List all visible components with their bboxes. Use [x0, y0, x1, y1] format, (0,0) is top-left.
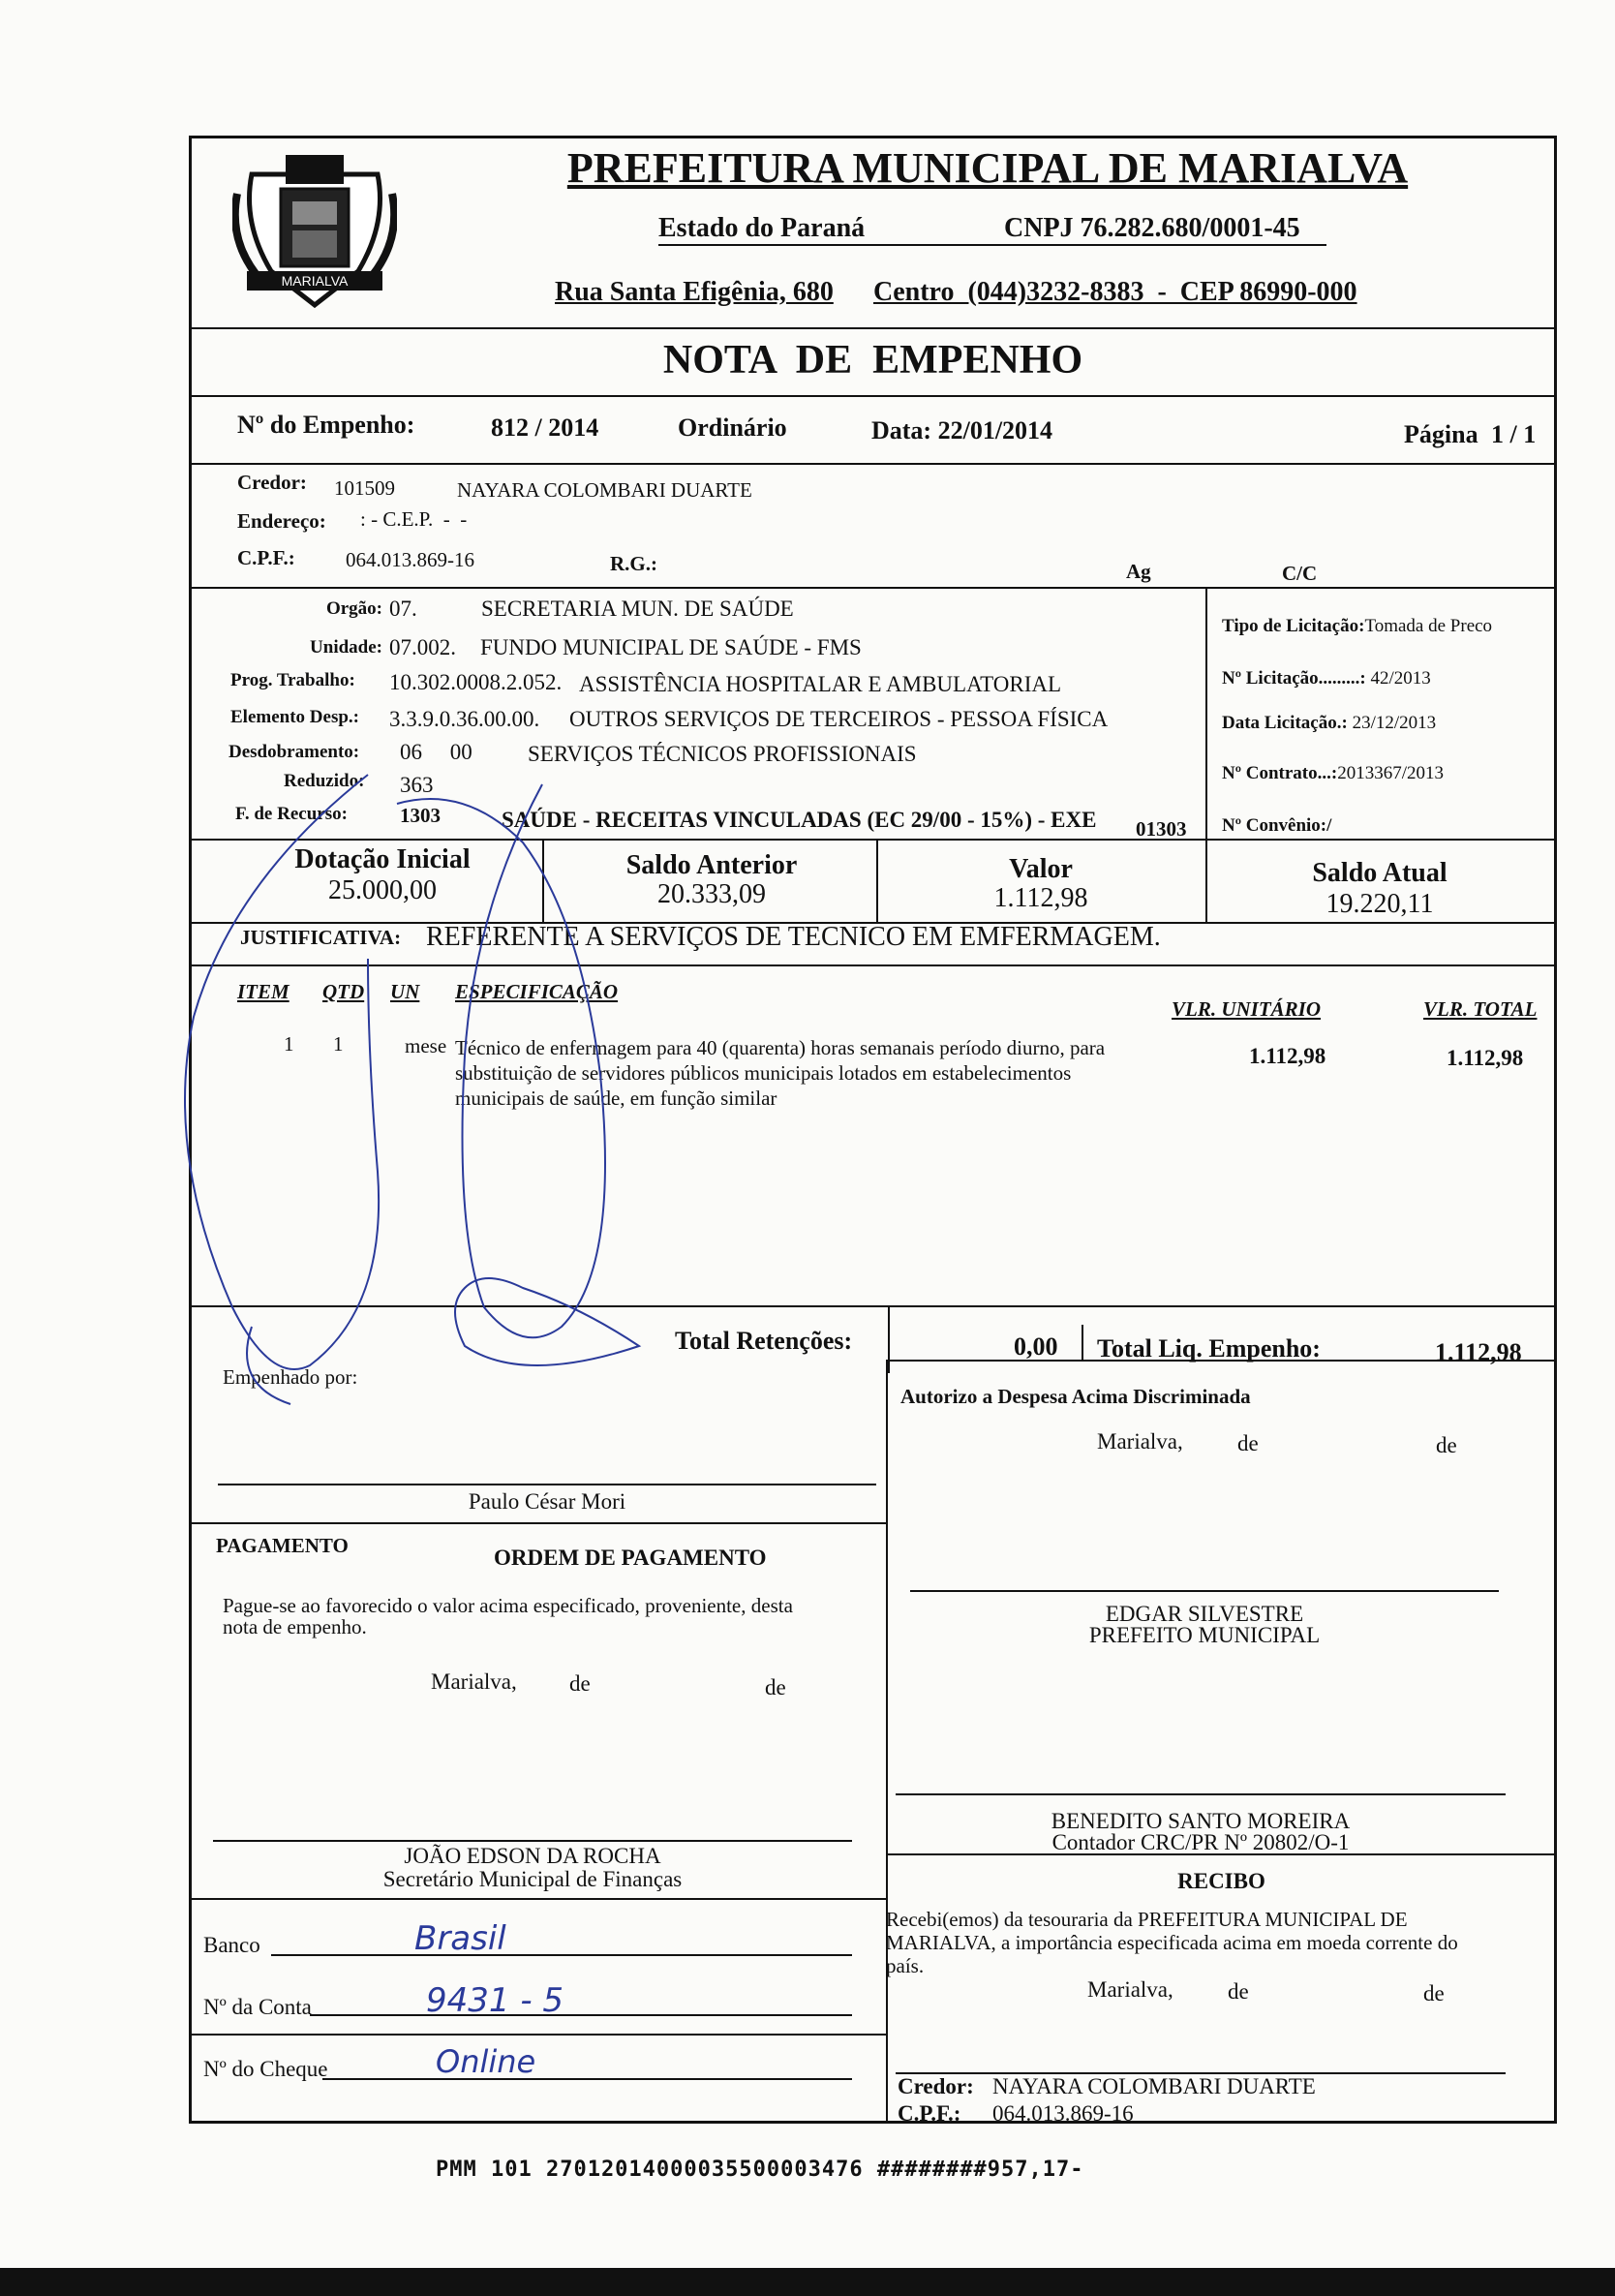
desdobramento-code: 06 00: [400, 740, 472, 764]
contrato-number: Nº Contrato...:2013367/2013: [1222, 763, 1444, 783]
recibo-credor-label: Credor:: [898, 2074, 974, 2098]
contador-nome: BENEDITO SANTO MOREIRA: [1051, 1809, 1351, 1833]
col-vlr-unitario: VLR. UNITÁRIO: [1172, 997, 1322, 1021]
prefeito-nome: EDGAR SILVESTRE: [1105, 1602, 1304, 1626]
saldo-atual-label: Saldo Atual: [1312, 858, 1447, 888]
cheque-handwritten: Online: [436, 2043, 536, 2080]
recurso-code: 1303: [400, 804, 441, 827]
reduzido-value: 363: [400, 773, 434, 797]
elemento-label: Elemento Desp.:: [230, 707, 359, 727]
recibo-marialva: Marialva,: [1087, 1977, 1173, 2002]
endereco-label: Endereço:: [237, 509, 326, 533]
prog-label: Prog. Trabalho:: [230, 670, 355, 690]
banco-handwritten: Brasil: [414, 1919, 506, 1958]
contador-cargo: Contador CRC/PR Nº 20802/O-1: [1051, 1830, 1350, 1854]
saldo-anterior-value: 20.333,09: [657, 879, 766, 909]
recibo-de-1: de: [1228, 1979, 1249, 2004]
pagamento-text-2: nota de empenho.: [223, 1615, 367, 1638]
cheque-label: Nº do Cheque: [203, 2057, 328, 2081]
pagamento-de-2: de: [765, 1675, 786, 1699]
secretario-cargo: Secretário Municipal de Finanças: [382, 1867, 683, 1891]
item-number: 1: [284, 1032, 294, 1056]
ordem-pagamento-label: ORDEM DE PAGAMENTO: [494, 1546, 767, 1570]
licitacao-date: Data Licitação.: 23/12/2013: [1222, 713, 1437, 733]
elemento-code: 3.3.9.0.36.00.00.: [389, 707, 540, 731]
pagamento-text-1: Pague-se ao favorecido o valor acima especificado, proveniente, desta: [223, 1594, 793, 1617]
svg-text:MARIALVA: MARIALVA: [281, 273, 349, 289]
elemento-name: OUTROS SERVIÇOS DE TERCEIROS - PESSOA FÍSICA: [569, 707, 1109, 731]
unidade-label: Unidade:: [310, 637, 382, 658]
agency-label: Ag: [1126, 560, 1151, 583]
col-un: UN: [390, 980, 420, 1003]
empenho-type: Ordinário: [678, 413, 787, 442]
valor-label: Valor: [1009, 854, 1073, 884]
rg-label: R.G.:: [610, 552, 657, 575]
credor-code: 101509: [334, 476, 395, 500]
saldo-anterior-label: Saldo Anterior: [625, 850, 798, 880]
cnpj-label: CNPJ 76.282.680/0001-45: [1004, 213, 1300, 243]
valor-value: 1.112,98: [993, 883, 1088, 913]
recibo-text-2: MARIALVA, a importância especificada acima em moeda corrente do: [886, 1931, 1458, 1954]
pagamento-label: PAGAMENTO: [216, 1534, 349, 1557]
conta-label: Nº da Conta: [203, 1995, 312, 2019]
item-desc-line1: Técnico de enfermagem para 40 (quarenta) horas semanais período diurno, para: [455, 1036, 1106, 1059]
recibo-text-1: Recebi(emos) da tesouraria da PREFEITURA MUNICIPAL DE: [886, 1908, 1408, 1931]
item-qtd: 1: [333, 1032, 344, 1056]
prog-code: 10.302.0008.2.052.: [389, 670, 563, 694]
dotacao-value: 25.000,00: [328, 875, 437, 905]
address-label: Rua Santa Efigênia, 680: [555, 277, 834, 307]
doc-title: NOTA DE EMPENHO: [662, 338, 1083, 383]
endereco-value: : - C.E.P. - -: [360, 507, 468, 531]
recibo-label: RECIBO: [1177, 1869, 1265, 1893]
dotacao-label: Dotação Inicial: [294, 844, 471, 874]
recibo-cpf-value: 064.013.869-16: [992, 2101, 1134, 2126]
pagamento-de-1: de: [569, 1671, 591, 1696]
state-label: Estado do Paraná: [658, 213, 866, 243]
convenio-label: Nº Convênio:/: [1222, 815, 1332, 836]
autorizo-de-1: de: [1237, 1431, 1259, 1455]
col-vlr-total: VLR. TOTAL: [1423, 997, 1538, 1021]
empenhado-por-label: Empenhado por:: [223, 1365, 358, 1389]
licitacao-number: Nº Licitação.........: 42/2013: [1222, 668, 1431, 689]
desdobramento-label: Desdobramento:: [229, 742, 360, 762]
city-hall-title: PREFEITURA MUNICIPAL DE MARIALVA: [566, 144, 1409, 192]
conta-handwritten: 9431 - 5: [426, 1981, 564, 2020]
item-unit-value: 1.112,98: [1249, 1044, 1326, 1068]
cpf-value: 064.013.869-16: [346, 548, 474, 571]
barcode-text: PMM 101 27012014000035500003476 ########957,17-: [436, 2158, 1084, 2182]
cpf-label: C.P.F.:: [237, 546, 295, 569]
recibo-text-3: país.: [886, 1954, 925, 1977]
phone-cep-label: Centro (044)3232-8383 - CEP 86990-000: [873, 277, 1357, 307]
recurso-number: 01303: [1136, 817, 1187, 841]
total-retencoes-value: 0,00: [1014, 1332, 1058, 1361]
recurso-label: F. de Recurso:: [235, 804, 348, 824]
desdobramento-name: SERVIÇOS TÉCNICOS PROFISSIONAIS: [528, 742, 917, 766]
recibo-cpf-label: C.P.F.:: [898, 2101, 961, 2126]
page-label: Página: [1404, 420, 1478, 448]
justificativa-label: JUSTIFICATIVA:: [240, 926, 402, 949]
orgao-label: Orgão:: [325, 598, 382, 619]
recibo-credor-name: NAYARA COLOMBARI DUARTE: [992, 2074, 1316, 2098]
col-especificacao: ESPECIFICAÇÃO: [455, 980, 619, 1003]
empenho-number: 812 / 2014: [491, 413, 599, 442]
empenhado-nome: Paulo César Mori: [468, 1489, 626, 1514]
autorizo-de-2: de: [1436, 1433, 1457, 1457]
pagamento-marialva: Marialva,: [431, 1669, 517, 1694]
autorizo-marialva: Marialva,: [1097, 1429, 1183, 1454]
account-label: C/C: [1282, 562, 1318, 585]
unidade-code: 07.002.: [389, 635, 456, 659]
total-liquido-value: 1.112,98: [1435, 1338, 1522, 1366]
unidade-name: FUNDO MUNICIPAL DE SAÚDE - FMS: [480, 635, 862, 659]
autorizo-label: Autorizo a Despesa Acima Discriminada: [900, 1385, 1251, 1408]
page-number: 1 / 1: [1491, 420, 1537, 448]
prefeito-cargo: PREFEITO MUNICIPAL: [1088, 1623, 1321, 1647]
empenho-number-label: Nº do Empenho:: [237, 411, 415, 439]
secretario-nome: JOÃO EDSON DA ROCHA: [404, 1844, 661, 1868]
credor-label: Credor:: [237, 471, 307, 494]
orgao-code: 07.: [389, 597, 417, 621]
col-item: ITEM: [237, 980, 289, 1003]
col-qtd: QTD: [322, 980, 365, 1003]
item-un: mese: [405, 1034, 447, 1057]
recurso-name: SAÚDE - RECEITAS VINCULADAS (EC 29/00 - 15%) - EXE: [502, 808, 1097, 832]
item-total-value: 1.112,98: [1447, 1046, 1524, 1070]
total-liquido-label: Total Liq. Empenho:: [1097, 1334, 1321, 1362]
reduzido-label: Reduzido:: [284, 771, 365, 791]
recibo-de-2: de: [1423, 1981, 1445, 2005]
credor-name: NAYARA COLOMBARI DUARTE: [457, 478, 752, 502]
item-desc-line3: municipais de saúde, em função similar: [455, 1087, 777, 1110]
scan-edge: [0, 2268, 1615, 2296]
banco-label: Banco: [203, 1933, 260, 1957]
prog-name: ASSISTÊNCIA HOSPITALAR E AMBULATORIAL: [579, 672, 1062, 696]
orgao-name: SECRETARIA MUN. DE SAÚDE: [481, 597, 794, 621]
saldo-atual-value: 19.220,11: [1326, 889, 1434, 919]
signature-scribble-icon: [174, 765, 716, 1462]
justificativa-text: REFERENTE A SERVIÇOS DE TECNICO EM EMFERMAGEM.: [426, 922, 1161, 952]
item-desc-line2: substituição de servidores públicos municipais lotados em estabelecimentos: [455, 1061, 1072, 1085]
licitacao-tipo: Tipo de Licitação:Tomada de Preco: [1222, 616, 1493, 636]
total-retencoes-label: Total Retenções:: [675, 1327, 853, 1355]
empenho-date: Data: 22/01/2014: [871, 416, 1053, 444]
